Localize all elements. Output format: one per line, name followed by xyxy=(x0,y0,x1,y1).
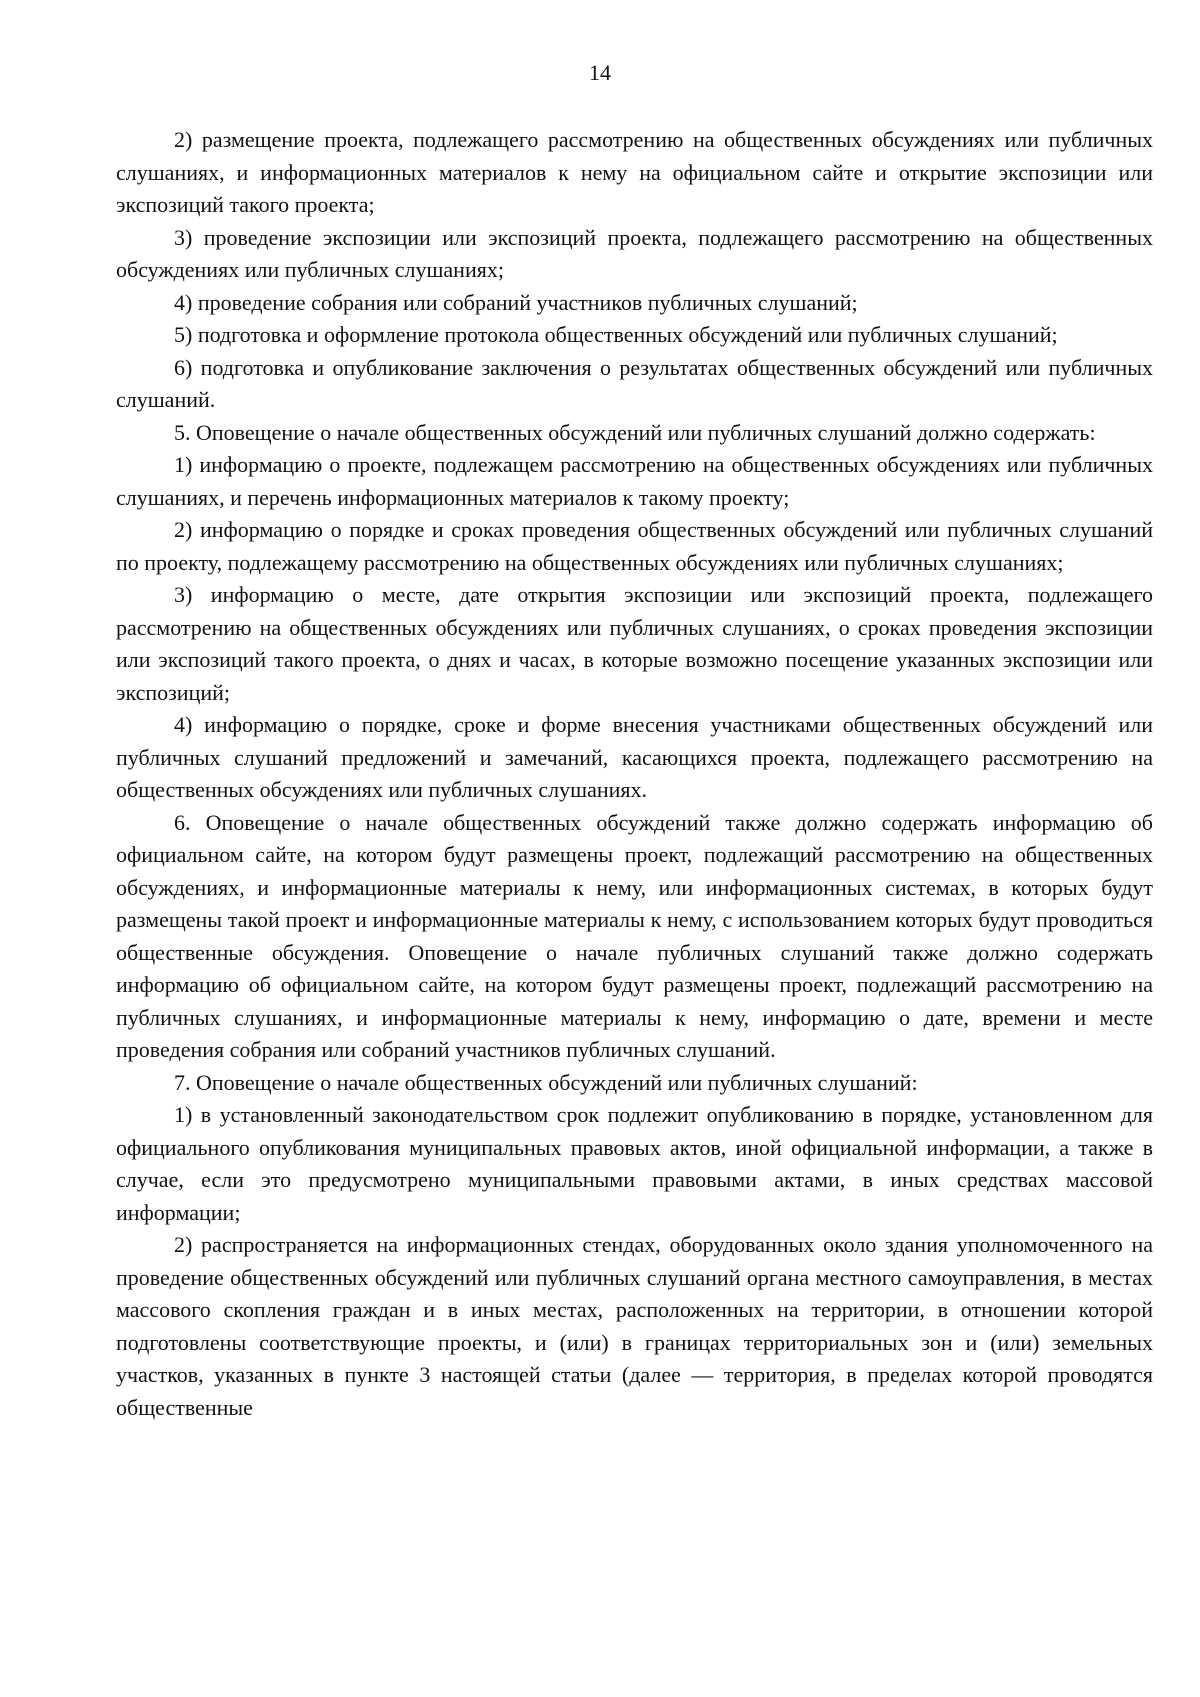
paragraph-section-6: 6. Оповещение о начале общественных обсуждений также должно содержать информацию об официальном сайте, на котором будут размещены проект, подлежащий рассмотрению на общественных обсуждениях, и информационные материалы к нему, или информационных системах, в которых будут размещены такой проект и информационные материалы к нему, с использованием которых будут проводиться общественные обсуждения. Оповещение о начале публичных слушаний также должно содержать информацию об официальном сайте, на котором будут размещены проект, подлежащий рассмотрению на публичных слушаниях, и информационные материалы к нему, информацию о дате, времени и месте проведения собрания или собраний участников публичных слушаний. xyxy=(116,809,1153,1062)
paragraph-section-5: 5. Оповещение о начале общественных обсуждений или публичных слушаний должно содержать: xyxy=(174,419,1096,445)
document-body xyxy=(116,124,1153,1424)
paragraph-section-7-item-2: 2) распространяется на информационных стендах, оборудованных около здания уполномоченного на проведение общественных обсуждений или публичных слушаний органа местного самоуправления, в местах массового скопления граждан и в иных местах, расположенных на территории, в отношении которой подготовлены соответствующие проекты, и (или) в границах территориальных зон и (или) земельных участков, указанных в пункте 3 настоящей статьи (далее — территория, в пределах которой проводятся общественные xyxy=(116,1232,1153,1420)
paragraph-section-5-item-3: 3) информацию о месте, дате открытия экспозиции или экспозиций проекта, подлежащего рассмотрению на общественных обсуждениях или публичных слушаниях, о сроках проведения экспозиции или экспозиций такого проекта, о днях и часах, в которые возможно посещение указанных экспозиции или экспозиций; xyxy=(116,582,1153,705)
paragraph-item-3: 3) проведение экспозиции или экспозиций проекта, подлежащего рассмотрению на общественных обсуждениях или публичных слушаниях; xyxy=(116,224,1153,282)
paragraph-item-4: 4) проведение собрания или собраний участников публичных слушаний; xyxy=(174,289,858,315)
paragraph-item-6: 6) подготовка и опубликование заключения о результатах общественных обсуждений или публичных слушаний. xyxy=(116,354,1153,412)
paragraph-section-5-item-2: 2) информацию о порядке и сроках проведения общественных обсуждений или публичных слушаний по проекту, подлежащему рассмотрению на общественных обсуждениях или публичных слушаниях; xyxy=(116,517,1153,575)
page-number: 14 xyxy=(589,60,611,85)
paragraph-section-5-item-1: 1) информацию о проекте, подлежащем рассмотрению на общественных обсуждениях или публичных слушаниях, и перечень информационных материалов к такому проекту; xyxy=(116,452,1153,510)
paragraph-section-5-item-4: 4) информацию о порядке, сроке и форме внесения участниками общественных обсуждений или публичных слушаний предложений и замечаний, касающихся проекта, подлежащего рассмотрению на общественных обсуждениях или публичных слушаниях. xyxy=(116,712,1153,802)
paragraph-section-7-item-1: 1) в установленный законодательством срок подлежит опубликованию в порядке, установленном для официального опубликования муниципальных правовых актов, иной официальной информации, а также в случае, если это предусмотрено муниципальными правовыми актами, в иных средствах массовой информации; xyxy=(116,1102,1153,1225)
paragraph-section-7: 7. Оповещение о начале общественных обсуждений или публичных слушаний: xyxy=(174,1069,918,1095)
paragraph-item-2: 2) размещение проекта, подлежащего рассмотрению на общественных обсуждениях или публичных слушаниях, и информационных материалов к нему на официальном сайте и открытие экспозиции или экспозиций такого проекта; xyxy=(116,127,1153,217)
paragraph-item-5: 5) подготовка и оформление протокола общественных обсуждений или публичных слушаний; xyxy=(174,322,1058,347)
